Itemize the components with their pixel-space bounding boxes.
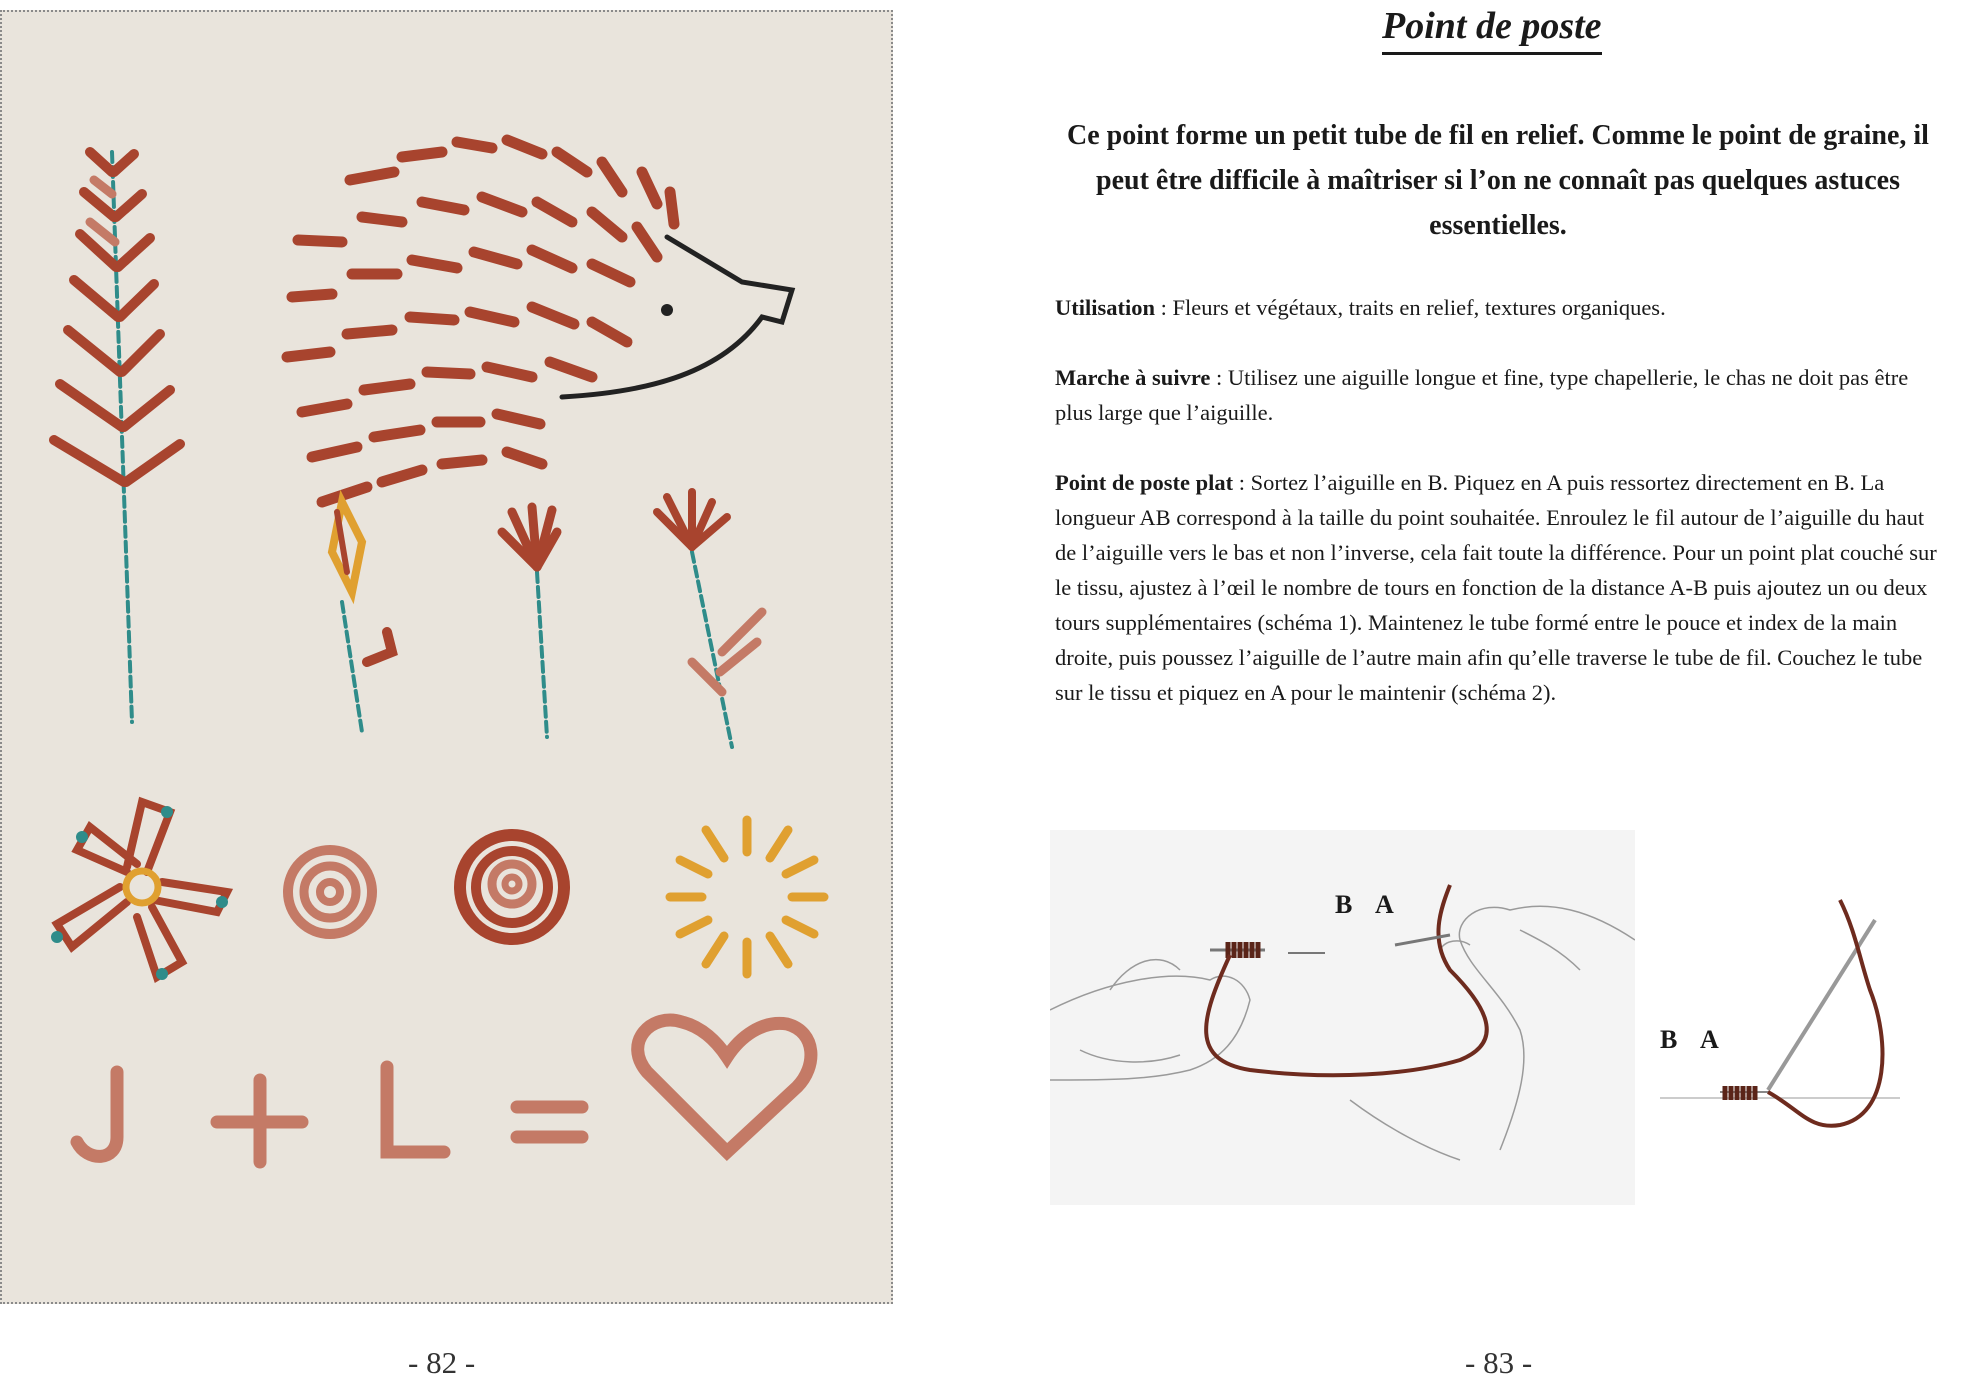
schema-2-label-b: B [1660,1025,1678,1054]
page-title: Point de poste [1382,2,1602,55]
hedgehog-eye [661,304,673,316]
left-page-number: - 82 - [408,1345,476,1380]
intro-paragraph: Ce point forme un petit tube de fil en relief. Comme le point de graine, il peut être difficile à maîtriser si l’on ne connaît pas quelques astuces essentielles. [1067,120,1929,241]
schema-1 [1050,830,1635,1205]
schema-2 [1660,880,1900,1130]
utilisation-text: : Fleurs et végétaux, traits en relief, textures organiques. [1155,295,1666,320]
schema-1-label-b: B [1335,890,1353,919]
schema-1-label-a: A [1375,890,1394,919]
marche-text: : Utilisez une aiguille longue et fine, type chapellerie, le chas ne doit pas être plus large que l’aiguille. [1055,365,1909,425]
embroidery-photo [0,10,893,1304]
schema-1-drawing [1050,830,1635,1205]
point-plat-paragraph [1055,465,1945,710]
point-plat-label: Point de poste plat [1055,470,1234,495]
utilisation-paragraph [1055,290,1945,325]
schema-2-label-a: A [1700,1025,1719,1054]
marche-label: Marche à suivre [1055,365,1211,390]
utilisation-label: Utilisation [1055,295,1156,320]
schema-2-drawing [1660,880,1900,1130]
right-page-number: - 83 - [1465,1345,1533,1380]
point-plat-text: : Sortez l’aiguille en B. Piquez en A puis ressortez directement en B. La longueur AB correspond à la taille du point souhaitée. Enroulez le fil autour de l’aiguille du haut de l’aiguille vers le bas et non l’inverse, cela fait toute la différence. Pour un point plat couché sur le tissu, ajustez à l’œil le nombre de tours en fonction de la distance A-B puis ajoutez un ou deux tours supplémentaires (schéma 1). Maintenez le tube formé entre le pouce et index de la main droite, puis poussez l’aiguille de l’autre main afin qu’elle traverse le tube de fil. Couchez le tube sur le tissu et piquez en A pour le maintenir (schéma 2). [1055,470,1937,705]
marche-paragraph [1055,360,1945,430]
embroidery-illustration [2,12,891,1302]
